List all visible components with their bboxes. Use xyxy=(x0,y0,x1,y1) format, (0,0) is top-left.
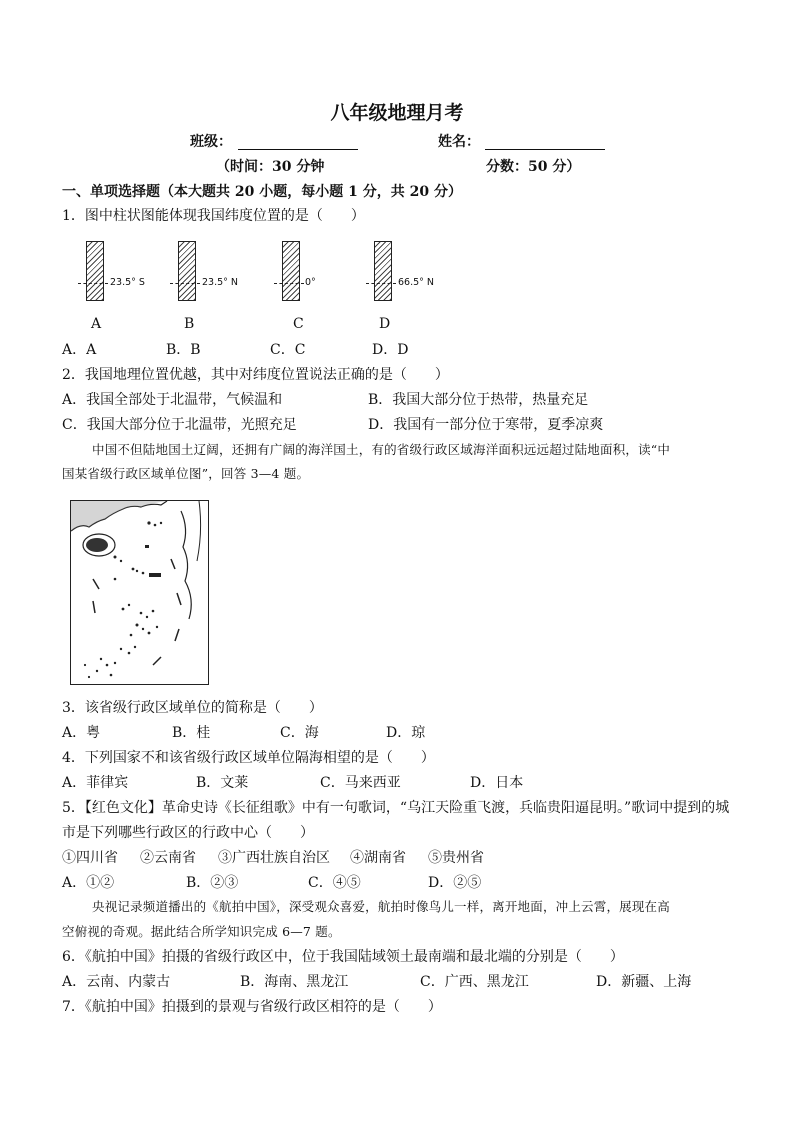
q4-stem: 4．下列国家不和该省级行政区域单位隔海相望的是（ ） xyxy=(62,750,435,766)
q3-option-d: D．琼 xyxy=(386,725,426,741)
class-label: 班级： xyxy=(190,134,232,150)
latitude-line-b xyxy=(170,283,200,284)
class-blank xyxy=(238,135,358,150)
q1-option-c: C．C xyxy=(270,342,306,358)
exam-title: 八年级地理月考 xyxy=(330,102,464,124)
q2-option-c: C．我国大部分位于北温带，光照充足 xyxy=(62,417,297,433)
q7-stem: 7．《航拍中国》拍摄到的景观与省级行政区相符的是（ ） xyxy=(62,999,442,1015)
q2-option-d: D．我国有一部分位于寒带，夏季凉爽 xyxy=(368,417,604,433)
name-blank xyxy=(485,135,605,150)
latitude-label-c: 0° xyxy=(305,277,316,288)
latitude-label-b: 23.5° N xyxy=(202,277,239,288)
latitude-bar-d xyxy=(374,241,392,301)
figure-letter-d: D xyxy=(379,316,391,332)
name-label: 姓名： xyxy=(438,134,480,150)
q4-option-c: C．马来西亚 xyxy=(320,775,401,791)
figure-letter-c: C xyxy=(293,316,304,332)
q1-option-a: A．A xyxy=(62,342,97,358)
q5-option-c: C．④⑤ xyxy=(308,875,361,891)
latitude-bar-c xyxy=(282,241,300,301)
q5-choice-1: ①四川省 xyxy=(62,850,118,866)
q2-option-a: A．我国全部处于北温带，气候温和 xyxy=(62,392,283,408)
q5-stem-line-1: 5．【红色文化】革命史诗《长征组歌》中有一句歌词，“乌江天险重飞渡，兵临贵阳逼昆明。”歌词中提到的城 xyxy=(62,800,730,816)
q5-choice-5: ⑤贵州省 xyxy=(428,850,484,866)
q3-option-b: B．桂 xyxy=(172,725,211,741)
q2-stem: 2．我国地理位置优越，其中对纬度位置说法正确的是（ ） xyxy=(62,367,449,383)
score-label: 分数：50 分） xyxy=(486,159,581,175)
q3-option-a: A．粤 xyxy=(62,725,101,741)
q6-stem: 6．《航拍中国》拍摄的省级行政区中，位于我国陆域领土最南端和最北端的分别是（ ） xyxy=(62,949,624,965)
figure-letter-a: A xyxy=(91,316,102,332)
latitude-label-d: 66.5° N xyxy=(398,277,435,288)
latitude-line-d xyxy=(366,283,396,284)
province-map xyxy=(70,500,209,685)
q5-choice-4: ④湖南省 xyxy=(350,850,406,866)
q6-option-a: A．云南、内蒙古 xyxy=(62,974,171,990)
latitude-line-a xyxy=(78,283,108,284)
latitude-label-a: 23.5° S xyxy=(110,277,145,288)
passage-2-line-1: 央视记录频道播出的《航拍中国》，深受观众喜爱，航拍时像鸟儿一样，离开地面，冲上云霄，展现在高 xyxy=(92,899,670,914)
passage-2-line-2: 空俯视的奇观。据此结合所学知识完成 6—7 题。 xyxy=(62,924,341,939)
q2-option-b: B．我国大部分位于热带，热量充足 xyxy=(368,392,589,408)
q1-option-d: D．D xyxy=(372,342,409,358)
section-heading: 一、单项选择题（本大题共 20 小题，每小题 1 分，共 20 分） xyxy=(62,184,462,200)
q4-option-b: B．文莱 xyxy=(196,775,249,791)
q1-stem: 1．图中柱状图能体现我国纬度位置的是（ ） xyxy=(62,208,365,224)
passage-1-line-1: 中国不但陆地国土辽阔，还拥有广阔的海洋国土，有的省级行政区域海洋面积远远超过陆地面积，读“中 xyxy=(92,442,671,457)
latitude-line-c xyxy=(274,283,304,284)
q6-option-b: B．海南、黑龙江 xyxy=(240,974,349,990)
province-map-drawing xyxy=(71,501,208,684)
passage-1-line-2: 国某省级行政区域单位图”，回答 3—4 题。 xyxy=(62,466,310,481)
latitude-bar-a xyxy=(86,241,104,301)
q5-choice-2: ②云南省 xyxy=(140,850,196,866)
q3-option-c: C．海 xyxy=(280,725,319,741)
q5-option-d: D．②⑤ xyxy=(428,875,482,891)
latitude-bar-b xyxy=(178,241,196,301)
q4-option-d: D．日本 xyxy=(470,775,524,791)
q4-option-a: A．菲律宾 xyxy=(62,775,129,791)
q5-option-b: B．②③ xyxy=(186,875,239,891)
time-label: （时间：30 分钟 xyxy=(216,159,325,175)
q5-option-a: A．①② xyxy=(62,875,115,891)
q5-choice-3: ③广西壮族自治区 xyxy=(218,850,330,866)
figure-letter-b: B xyxy=(184,316,195,332)
q6-option-d: D．新疆、上海 xyxy=(596,974,692,990)
q1-option-b: B．B xyxy=(166,342,201,358)
q5-stem-line-2: 市是下列哪些行政区的行政中心（ ） xyxy=(62,825,314,841)
q3-stem: 3．该省级行政区域单位的简称是（ ） xyxy=(62,700,323,716)
q6-option-c: C．广西、黑龙江 xyxy=(420,974,529,990)
